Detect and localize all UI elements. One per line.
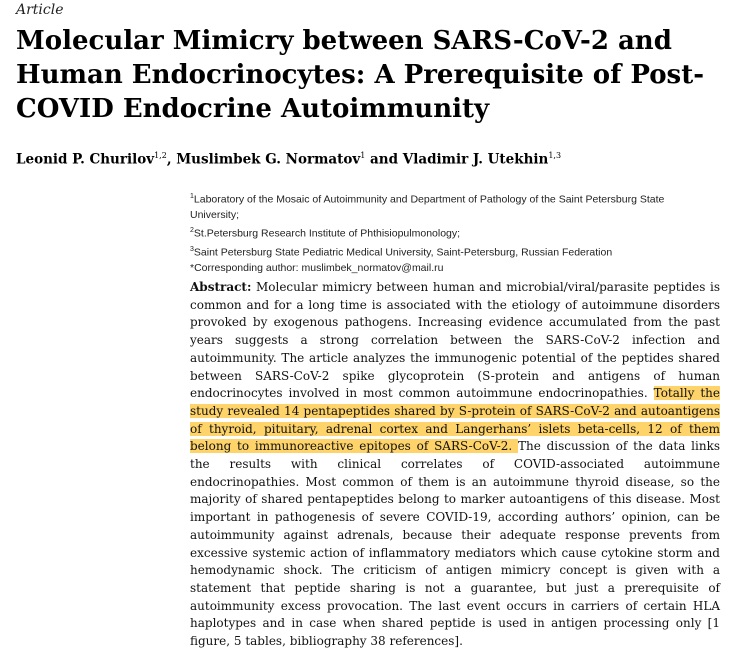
abstract-label: Abstract: xyxy=(190,280,252,294)
author-name: Vladimir J. Utekhin xyxy=(402,151,549,168)
abstract-text: Molecular mimicry between human and microbial/viral/parasite peptides is common and for a long time is associated with the etiology of autoimmune disorders provoked by exogenous pathogens. Increasing evidence accumulated from the past years suggests a strong correlation between the SARS-CoV-2 infection and autoimmunity. The article analyzes the immunogenic potential of the peptides shared between SARS-CoV-2 spike glycoprotein (S-protein and antigens of human endocrinocytes involved in most common autoimmune endocrinopathies. xyxy=(190,280,720,401)
affiliations-block xyxy=(190,189,715,276)
affiliation-text: St.Petersburg Research Institute of Phthisiopulmonology; xyxy=(193,227,461,240)
author-name: Muslimbek G. Normatov xyxy=(176,151,361,168)
affiliation-sup: 3 xyxy=(190,245,194,253)
affiliation-text: Saint Petersburg State Pediatric Medical University, Saint-Petersburg, Russian Federation xyxy=(193,246,613,259)
affiliation-sup: * xyxy=(190,261,195,274)
author-name: Leonid P. Churilov xyxy=(16,151,155,168)
affiliation-item xyxy=(190,242,715,261)
abstract xyxy=(190,279,720,651)
article-type-label: Article xyxy=(16,2,64,18)
affiliation-sup: 2 xyxy=(190,227,194,235)
author-affiliation-sup: 1,3 xyxy=(548,151,562,160)
corresponding-author xyxy=(190,261,715,276)
affiliation-text: Laboratory of the Mosaic of Autoimmunity and Department of Pathology of the Saint Petersburg State University; xyxy=(190,193,665,221)
paper-title: Molecular Mimicry between SARS-CoV-2 and Human Endocrinocytes: A Prerequisite of Post-COVID Endocrine Autoimmunity xyxy=(16,26,704,124)
highlighted-text[interactable]: Totally the study revealed 14 pentapeptides shared by S-protein of SARS-CoV-2 and autoantigens of thyroid, pituitary, adrenal cortex and Langerhans’ islets beta-cells, 12 of them belong to immunoreactive epitopes of SARS-CoV-2. xyxy=(190,386,720,454)
author-separator: and xyxy=(365,151,403,168)
affiliation-item xyxy=(190,189,715,223)
author-affiliation-sup: 1,2 xyxy=(154,151,167,160)
affiliation-sup: 1 xyxy=(190,193,194,200)
abstract-text: The discussion of the data links the results with clinical correlates of COVID-associated autoimmune endocrinopathies. Most common of them is an autoimmune thyroid disease, so the majority of shared pentapeptides belong to marker autoantigens of this disease. Most important in pathogenesis of severe COVID-19, according authors’ opinion, can be autoimmunity against adrenals, because their adequate response prevents from excessive systemic action of inflammatory mediators which cause cytokine storm and hemodynamic shock. The criticism of antigen mimicry concept is given with a statement that peptide sharing is not a guarantee, but just a prerequisite of autoimmunity excess provocation. The last event occurs in carriers of certain HLA haplotypes and in case when shared peptide is used in antigen processing only [1 figure, 5 tables, bibliography 38 references]. xyxy=(190,439,721,649)
affiliation-item xyxy=(190,223,715,242)
author-list xyxy=(16,151,716,168)
affiliation-text: Corresponding author: muslimbek_normatov@mail.ru xyxy=(194,261,444,274)
author-separator: , xyxy=(166,151,177,168)
author-affiliation-sup: 1 xyxy=(360,151,366,160)
